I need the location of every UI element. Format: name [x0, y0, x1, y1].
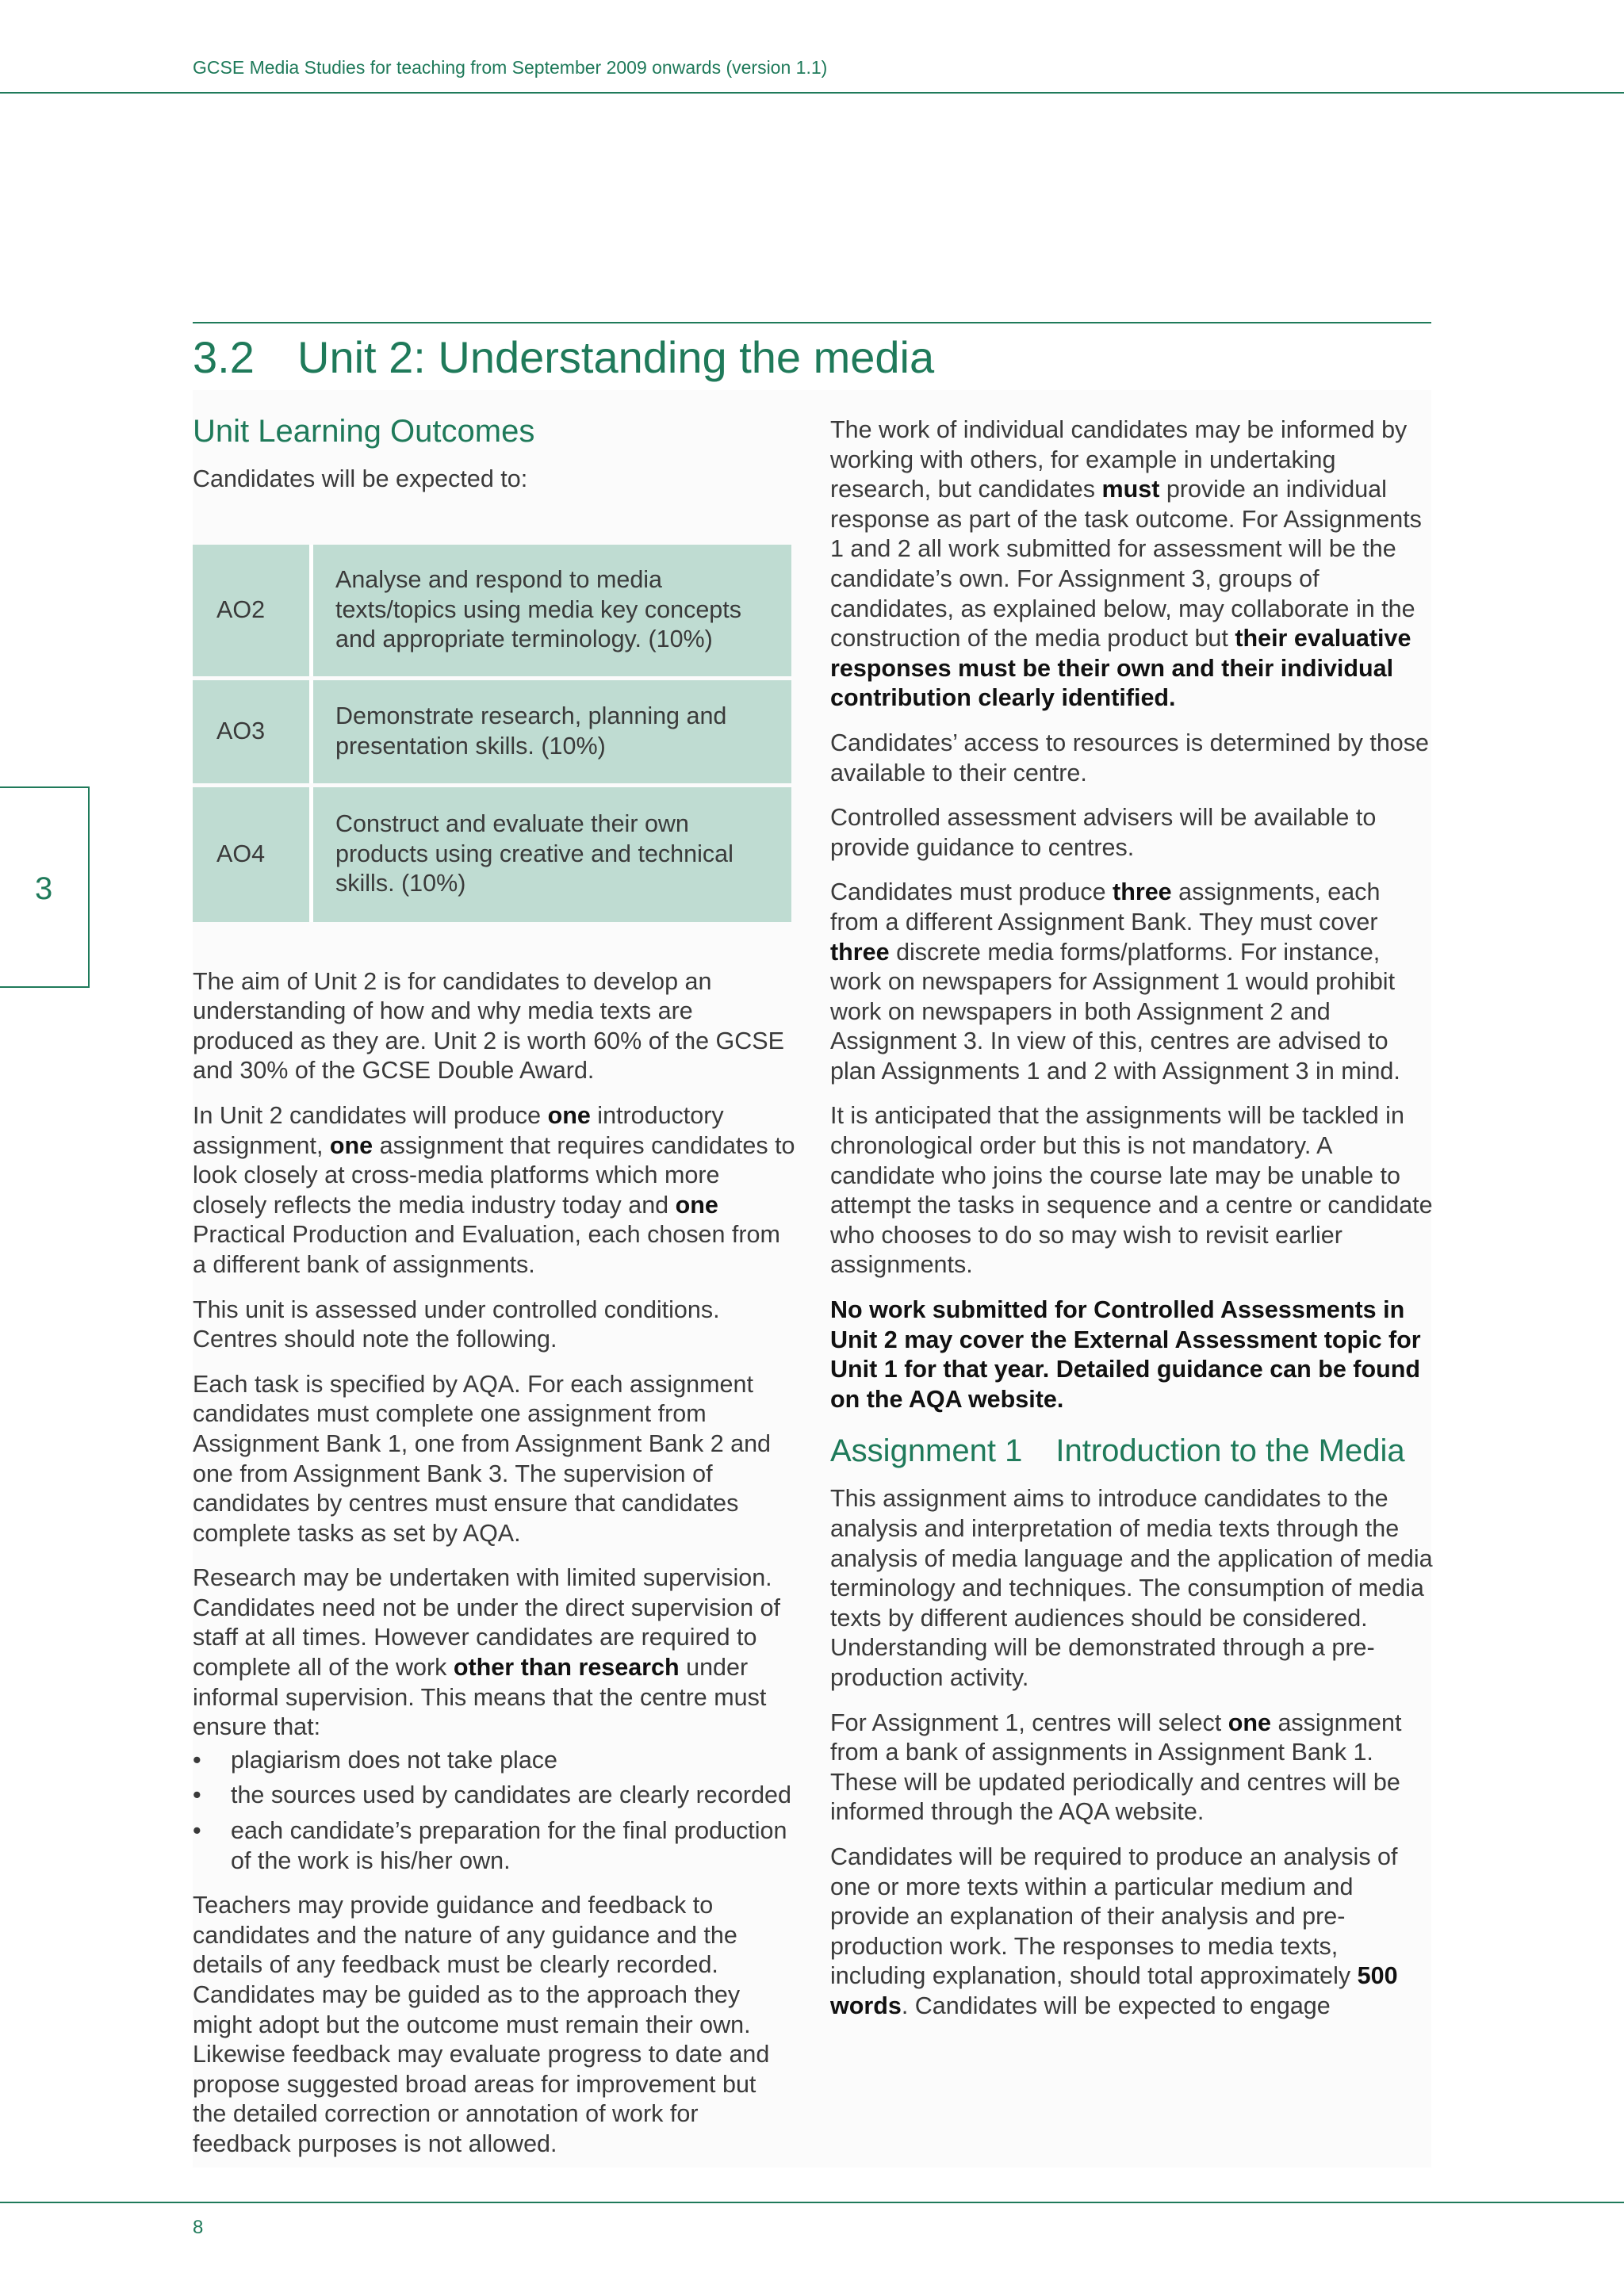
assignment-aims-paragraph: This assignment aims to introduce candidates to the analysis and interpretation of media texts through the analysis of media language and the application of media terminology and techniques. The consumption of media texts by different audiences should be considered. Understanding will be demonstrated through a pre-production activity. — [830, 1485, 1433, 1691]
text-run: Practical Production and Evaluation, each chosen from a different bank of assignments. — [193, 1221, 780, 1278]
bold-run: one — [547, 1101, 591, 1129]
bold-run: No work submitted for Controlled Assessments in Unit 2 may cover the External Assessment topic for Unit 1 for that year. Detailed guidance can be found on the AQA website. — [830, 1296, 1421, 1413]
list-item: • each candidate’s preparation for the final production of the work is his/her own. — [193, 1816, 795, 1876]
section-number: 3.2 — [193, 332, 255, 382]
assignment-1-heading — [830, 1432, 1434, 1470]
bold-run: 500 words — [830, 1962, 1398, 2019]
three-assignments-paragraph — [830, 878, 1434, 1086]
text-run: assignment from a bank of assignments in Assignment Bank 1. These will be updated periodically and centres will be informed through the AQA website. — [830, 1709, 1402, 1826]
side-chapter-tab — [0, 786, 90, 988]
text-run: discrete media forms/platforms. For instance, work on newspapers for Assignment 1 would prohibit work on newspapers in both Assignment 2 and Assignment 3. In view of this, centres are advised to plan Assignments 1 and 2 with Assignment 3 in mind. — [830, 938, 1400, 1085]
outcomes-table — [193, 541, 791, 926]
advisers-paragraph: Controlled assessment advisers will be available to provide guidance to centres. — [830, 804, 1377, 861]
text-run: under informal supervision. This means that the centre must ensure that: — [193, 1654, 767, 1741]
text-run: assignment that requires candidates to look closely at cross-media platforms which more closely reflects the media industry today and — [193, 1131, 795, 1219]
footer-rule — [0, 2202, 1624, 2203]
text-run: . Candidates will be expected to engage — [901, 1992, 1331, 2019]
text-run: introductory assignment, — [193, 1101, 724, 1159]
bold-run: three — [1113, 878, 1172, 906]
outcome-code: AO4 — [193, 787, 313, 922]
header-rule — [0, 92, 1624, 94]
analysis-requirement-paragraph — [830, 1843, 1434, 2022]
side-tab-label: 3 — [35, 871, 53, 906]
outcomes-intro: Candidates will be expected to: — [193, 465, 528, 492]
list-item: • plagiarism does not take place — [193, 1746, 795, 1776]
running-header: GCSE Media Studies for teaching from September 2009 onwards (version 1.1) — [193, 57, 828, 78]
bold-run: other than research — [453, 1654, 680, 1682]
page-number: 8 — [193, 2217, 204, 2238]
research-paragraph — [193, 1563, 795, 1743]
outcome-code: AO2 — [193, 545, 313, 676]
list-item: • the sources used by candidates are clearly recorded — [193, 1781, 795, 1811]
assignment-title: Introduction to the Media — [1055, 1433, 1405, 1469]
bold-run: one — [329, 1131, 373, 1159]
task-specified-paragraph: Each task is specified by AQA. For each assignment candidates must complete one assignment from Assignment Bank 1, one from Assignment Bank 2 and one from Assignment Bank 3. The supervision of candidates by centres must ensure that candidates complete tasks as set by AQA. — [193, 1370, 772, 1547]
assignment-number: Assignment 1 — [830, 1433, 1023, 1469]
text-run: The work of individual candidates may be informed by working with others, for example in undertaking research, but candidates — [830, 416, 1408, 503]
bold-run: three — [830, 938, 890, 966]
outcome-description: Demonstrate research, planning and presentation skills. (10%) — [335, 702, 727, 760]
text-run: assignments, each from a different Assignment Bank. They must cover — [830, 878, 1381, 936]
left-column — [193, 412, 795, 2175]
assignment-selection-paragraph — [830, 1709, 1434, 1827]
text-run: For Assignment 1, centres will select — [830, 1709, 1228, 1736]
outcome-row — [193, 787, 791, 922]
section-rule — [193, 322, 1431, 323]
outcome-description: Construct and evaluate their own products using creative and technical skills. (10%) — [335, 810, 733, 897]
bold-run: must — [1101, 476, 1160, 503]
text-run: Candidates will be required to produce an analysis of one or more texts within a particular medium and provide an explanation of their analysis and pre-production work. The responses to media texts, including explanation, should total approximately — [830, 1843, 1398, 1990]
outcome-code: AO3 — [193, 680, 313, 783]
bold-run: one — [1228, 1709, 1271, 1736]
section-title — [193, 331, 934, 383]
aim-paragraph: The aim of Unit 2 is for candidates to develop an understanding of how and why media texts are produced as they are. Unit 2 is worth 60% of the GCSE and 30% of the GCSE Double Award. — [193, 967, 784, 1085]
supervision-bullet-list — [193, 1746, 795, 1876]
chronological-paragraph: It is anticipated that the assignments will be tackled in chronological order but this is not mandatory. A candidate who joins the course late may be unable to attempt the tasks in sequence and a centre or candidate who chooses to do so may wish to revisit earlier assignments. — [830, 1102, 1433, 1279]
outcome-row — [193, 680, 791, 783]
outcomes-heading: Unit Learning Outcomes — [193, 414, 535, 449]
assignments-paragraph — [193, 1101, 795, 1280]
text-run: In Unit 2 candidates will produce — [193, 1101, 548, 1129]
text-run: provide an individual response as part of the task outcome. For Assignments 1 and 2 all work submitted for assessment will be the candidate’s own. For Assignment 3, groups of candidates, as explained below, may collaborate in the construction of the media product but — [830, 476, 1422, 652]
outcome-row — [193, 545, 791, 676]
bold-run: their evaluative responses must be their own and their individual contribution clearly identified. — [830, 625, 1411, 712]
guidance-paragraph: Teachers may provide guidance and feedback to candidates and the nature of any guidance and the details of any feedback must be clearly recorded. Candidates may be guided as to the approach they might adopt but the outcome must remain their own. Likewise feedback may evaluate progress to date and propose suggested broad areas for improvement but the detailed correction or annotation of work for feedback purposes is not allowed. — [193, 1892, 770, 2157]
individual-work-paragraph — [830, 415, 1434, 714]
external-assessment-notice — [830, 1295, 1434, 1414]
resources-paragraph: Candidates’ access to resources is determined by those available to their centre. — [830, 729, 1429, 786]
bold-run: one — [675, 1191, 718, 1219]
outcome-description: Analyse and respond to media texts/topics using media key concepts and appropriate terminology. (10%) — [335, 566, 741, 653]
controlled-conditions-paragraph: This unit is assessed under controlled conditions. Centres should note the following. — [193, 1295, 720, 1353]
text-run: Research may be undertaken with limited supervision. Candidates need not be under the direct supervision of staff at all times. However candidates are required to complete all of the work — [193, 1564, 780, 1682]
text-run: Candidates must produce — [830, 878, 1113, 906]
section-title-text: Unit 2: Understanding the media — [297, 332, 935, 382]
right-column — [830, 415, 1434, 2037]
